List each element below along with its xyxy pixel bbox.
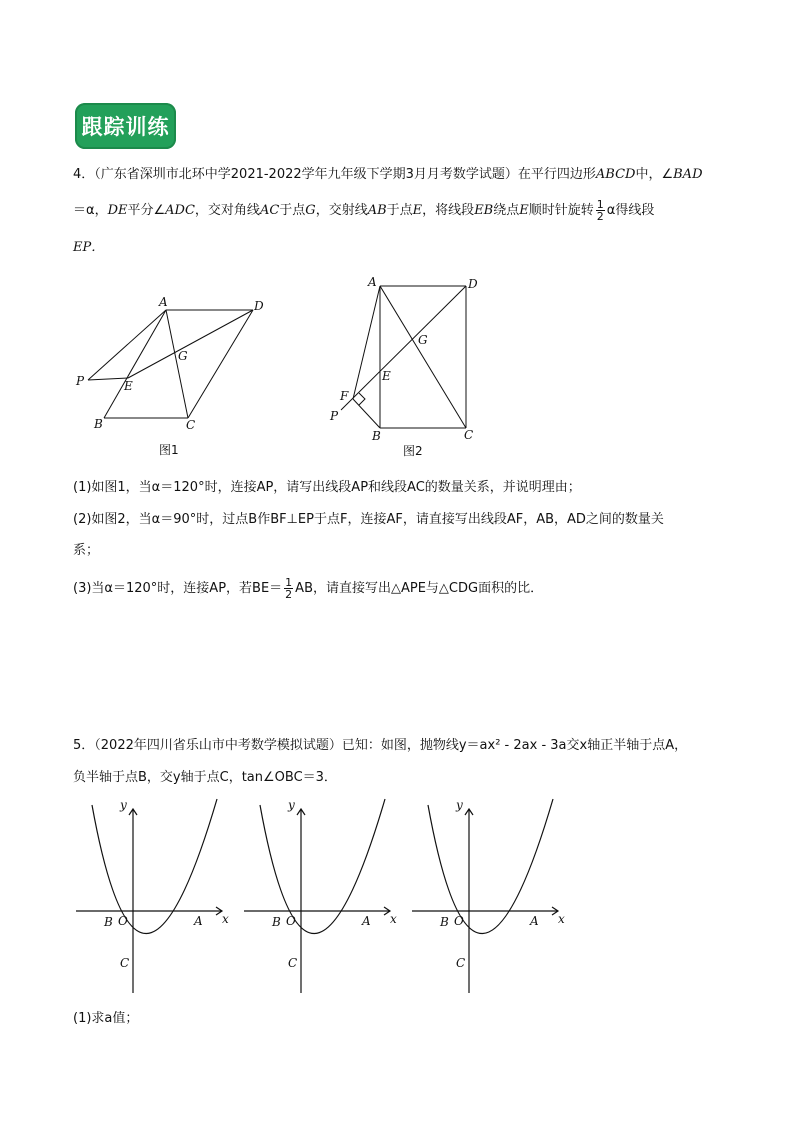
q4-text: ，交射线 (315, 203, 368, 218)
fraction-half (284, 577, 293, 600)
figure-2 (325, 272, 495, 462)
label-y: y (456, 798, 463, 812)
q4-line-2 (73, 199, 654, 222)
q4-text: ，将线段 (422, 203, 475, 218)
q4-line-3: EP． (73, 240, 105, 255)
label-a: A (530, 914, 539, 928)
fig1-segment-ba (104, 310, 166, 418)
q5-line-1: 5．（2022年四川省乐山市中考数学模拟试题）已知：如图，抛物线y＝ax² - 2ax - 3a交x轴正半轴于点A， (73, 738, 688, 753)
q4-text: G (305, 203, 316, 218)
fig2-caption: 图2 (403, 444, 423, 458)
fig2-right-angle-mark (359, 393, 365, 405)
q4-text: AB，请直接写出△APE与△CDG面积的比． (295, 581, 544, 596)
label-c: C (120, 956, 130, 970)
q4-text: 顺时针旋转 (528, 203, 594, 218)
fraction-denominator: 2 (285, 588, 293, 601)
q4-subquestion-3 (73, 577, 543, 600)
q4-text: 4．（广东省深圳市北环中学2021-2022学年九年级下学期3月月考数学试题）在平行四边形 (73, 167, 596, 182)
fig1-segment-ac (166, 310, 188, 418)
q4-subquestion-1: (1)如图1，当α＝120°时，连接AP，请写出线段AP和线段AC的数量关系，并说明理由； (73, 480, 581, 495)
fig1-label-g: G (178, 349, 188, 363)
label-b: B (104, 915, 113, 929)
fig1-segment-dc (188, 310, 253, 418)
fraction-numerator: 1 (285, 576, 293, 589)
fig2-segment-fb (353, 399, 380, 428)
q4-text: 于点 (386, 203, 413, 218)
fig1-label-b: B (94, 417, 103, 431)
parabola-graph-3 (408, 795, 573, 995)
fig1-label-e: E (124, 379, 133, 393)
label-c: C (288, 956, 298, 970)
fig2-label-d: D (468, 277, 478, 291)
label-a: A (362, 914, 371, 928)
fig2-label-f: F (340, 389, 349, 403)
fraction-numerator: 1 (596, 198, 604, 211)
fig2-label-b: B (372, 429, 381, 443)
fig1-label-a: A (159, 295, 168, 309)
label-a: A (194, 914, 203, 928)
q4-line-1 (73, 166, 703, 184)
q4-text: 于点 (279, 203, 306, 218)
fig1-segment-ep (88, 378, 128, 380)
label-x: x (390, 912, 397, 926)
fig2-segment-af (353, 286, 380, 399)
label-o: O (454, 914, 464, 928)
q4-text: DE (107, 203, 128, 218)
fig1-label-c: C (186, 418, 196, 432)
label-y: y (120, 798, 127, 812)
fig2-label-p: P (330, 409, 339, 423)
section-badge (72, 100, 179, 152)
q4-text: AB (367, 203, 387, 218)
figure-1 (70, 290, 280, 460)
q4-text: AC (259, 203, 280, 218)
parabola-graph-1 (72, 795, 237, 995)
q4-text: E (519, 203, 529, 218)
q5-line-2: 负半轴于点B，交y轴于点C，tan∠OBC＝3． (73, 770, 337, 785)
fig2-label-g: G (418, 333, 428, 347)
label-b: B (272, 915, 281, 929)
label-x: x (558, 912, 565, 926)
fig1-label-d: D (254, 299, 264, 313)
fig2-label-e: E (382, 369, 391, 383)
q4-text: α得线段 (606, 203, 655, 218)
parabola-graph-2 (240, 795, 405, 995)
q4-text: BAD (673, 167, 703, 182)
q5-subquestion-1: (1)求a值； (73, 1011, 139, 1026)
fraction-denominator: 2 (596, 210, 604, 223)
fig1-segment-pa (88, 310, 166, 380)
q4-subquestion-2-cont: 系； (73, 543, 100, 558)
section-badge-label: 跟踪训练 (75, 103, 176, 149)
q4-text: ADC (165, 203, 195, 218)
q4-text: (3)当α＝120°时，连接AP，若BE＝ (73, 581, 283, 596)
fig2-segment-ac (380, 286, 466, 428)
q4-text: E (412, 203, 423, 218)
q4-text: ABCD (595, 167, 636, 182)
label-y: y (288, 798, 295, 812)
label-x: x (222, 912, 229, 926)
q4-text: ＝α， (73, 203, 108, 218)
label-b: B (440, 915, 449, 929)
q4-text: 绕点 (493, 203, 520, 218)
fig2-label-a: A (368, 275, 377, 289)
label-c: C (456, 956, 466, 970)
q4-text: 中，∠ (635, 167, 674, 182)
q4-subquestion-2: (2)如图2，当α＝90°时，过点B作BF⊥EP于点F，连接AF，请直接写出线段AF，AB，AD之间的数量关 (73, 512, 664, 527)
label-o: O (286, 914, 296, 928)
q4-text: ，交对角线 (194, 203, 260, 218)
fraction-half (596, 199, 605, 222)
fig2-label-c: C (464, 428, 474, 442)
fig2-segment-dp (341, 286, 466, 410)
fig1-caption: 图1 (159, 443, 179, 457)
fig1-label-p: P (76, 374, 85, 388)
label-o: O (118, 914, 128, 928)
q4-text: 平分∠ (127, 203, 166, 218)
q4-text: EB (474, 203, 494, 218)
